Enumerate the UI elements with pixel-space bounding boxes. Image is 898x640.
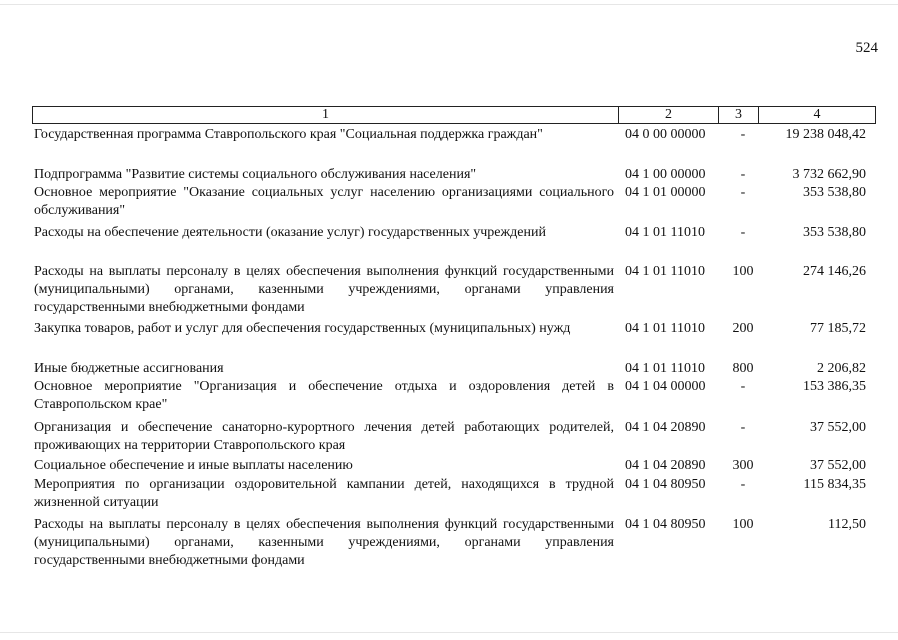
- row-code: 04 1 04 80950: [625, 477, 706, 492]
- row-amount: 3 732 662,90: [792, 167, 866, 182]
- row-code: 04 0 00 00000: [625, 127, 706, 142]
- row-code: 04 1 04 00000: [625, 379, 706, 394]
- row-type: -: [740, 167, 746, 182]
- row-type: -: [740, 379, 746, 394]
- row-code: 04 1 01 11010: [625, 264, 705, 279]
- row-type: 800: [732, 361, 754, 376]
- row-name: Расходы на выплаты персоналу в целях обеспечения выполнения функций государственными (муниципальными) органами, казенными учреждениями, органами управления государственными внебюджетными фондами: [34, 517, 614, 568]
- row-code: 04 1 04 80950: [625, 517, 706, 532]
- row-name: Организация и обеспечение санаторно-курортного лечения детей работающих родителей, проживающих на территории Ставропольского края: [34, 420, 614, 453]
- row-name: Расходы на выплаты персоналу в целях обеспечения выполнения функций государственными (муниципальными) органами, казенными учреждениями, органами управления государственными внебюджетными фондами: [34, 264, 614, 315]
- row-amount: 353 538,80: [803, 225, 866, 240]
- row-type: 100: [732, 264, 754, 279]
- row-amount: 37 552,00: [810, 420, 866, 435]
- row-type: 100: [732, 517, 754, 532]
- row-amount: 77 185,72: [810, 321, 866, 336]
- header-col-1: 1: [33, 107, 619, 123]
- row-type: 300: [732, 458, 754, 473]
- row-name: Основное мероприятие "Организация и обеспечение отдыха и оздоровления детей в Ставропольском крае": [34, 379, 614, 412]
- row-name: Расходы на обеспечение деятельности (оказание услуг) государственных учреждений: [34, 225, 546, 240]
- row-amount: 153 386,35: [803, 379, 866, 394]
- table-header: [32, 106, 876, 124]
- row-name: Закупка товаров, работ и услуг для обеспечения государственных (муниципальных) нужд: [34, 321, 571, 336]
- row-code: 04 1 04 20890: [625, 420, 706, 435]
- row-amount: 19 238 048,42: [785, 127, 866, 142]
- row-type: -: [740, 225, 746, 240]
- row-code: 04 1 01 11010: [625, 321, 705, 336]
- header-col-3: 3: [719, 107, 759, 123]
- row-name: Государственная программа Ставропольского края "Социальная поддержка граждан": [34, 127, 543, 142]
- row-name: Иные бюджетные ассигнования: [34, 361, 224, 376]
- scan-edge-top: [0, 4, 898, 5]
- row-name: Подпрограмма "Развитие системы социального обслуживания населения": [34, 167, 477, 182]
- row-code: 04 1 00 00000: [625, 167, 706, 182]
- header-col-2: 2: [619, 107, 719, 123]
- row-type: -: [740, 477, 746, 492]
- row-code: 04 1 04 20890: [625, 458, 706, 473]
- row-name: Мероприятия по организации оздоровительной кампании детей, находящихся в трудной жизненной ситуации: [34, 477, 614, 510]
- row-amount: 112,50: [828, 517, 866, 532]
- row-amount: 2 206,82: [817, 361, 866, 376]
- row-code: 04 1 01 11010: [625, 225, 705, 240]
- row-code: 04 1 01 11010: [625, 361, 705, 376]
- row-amount: 353 538,80: [803, 185, 866, 200]
- row-name: Социальное обеспечение и иные выплаты населению: [34, 458, 353, 473]
- row-type: -: [740, 420, 746, 435]
- row-type: 200: [732, 321, 754, 336]
- page-number: 524: [855, 40, 878, 56]
- header-col-4: 4: [813, 107, 821, 122]
- row-type: -: [740, 127, 746, 142]
- row-amount: 37 552,00: [810, 458, 866, 473]
- row-type: -: [740, 185, 746, 200]
- row-name: Основное мероприятие "Оказание социальных услуг населению организациями социального обслуживания": [34, 185, 614, 218]
- row-amount: 115 834,35: [803, 477, 866, 492]
- row-code: 04 1 01 00000: [625, 185, 706, 200]
- scan-edge-bottom: [0, 632, 898, 633]
- row-amount: 274 146,26: [803, 264, 866, 279]
